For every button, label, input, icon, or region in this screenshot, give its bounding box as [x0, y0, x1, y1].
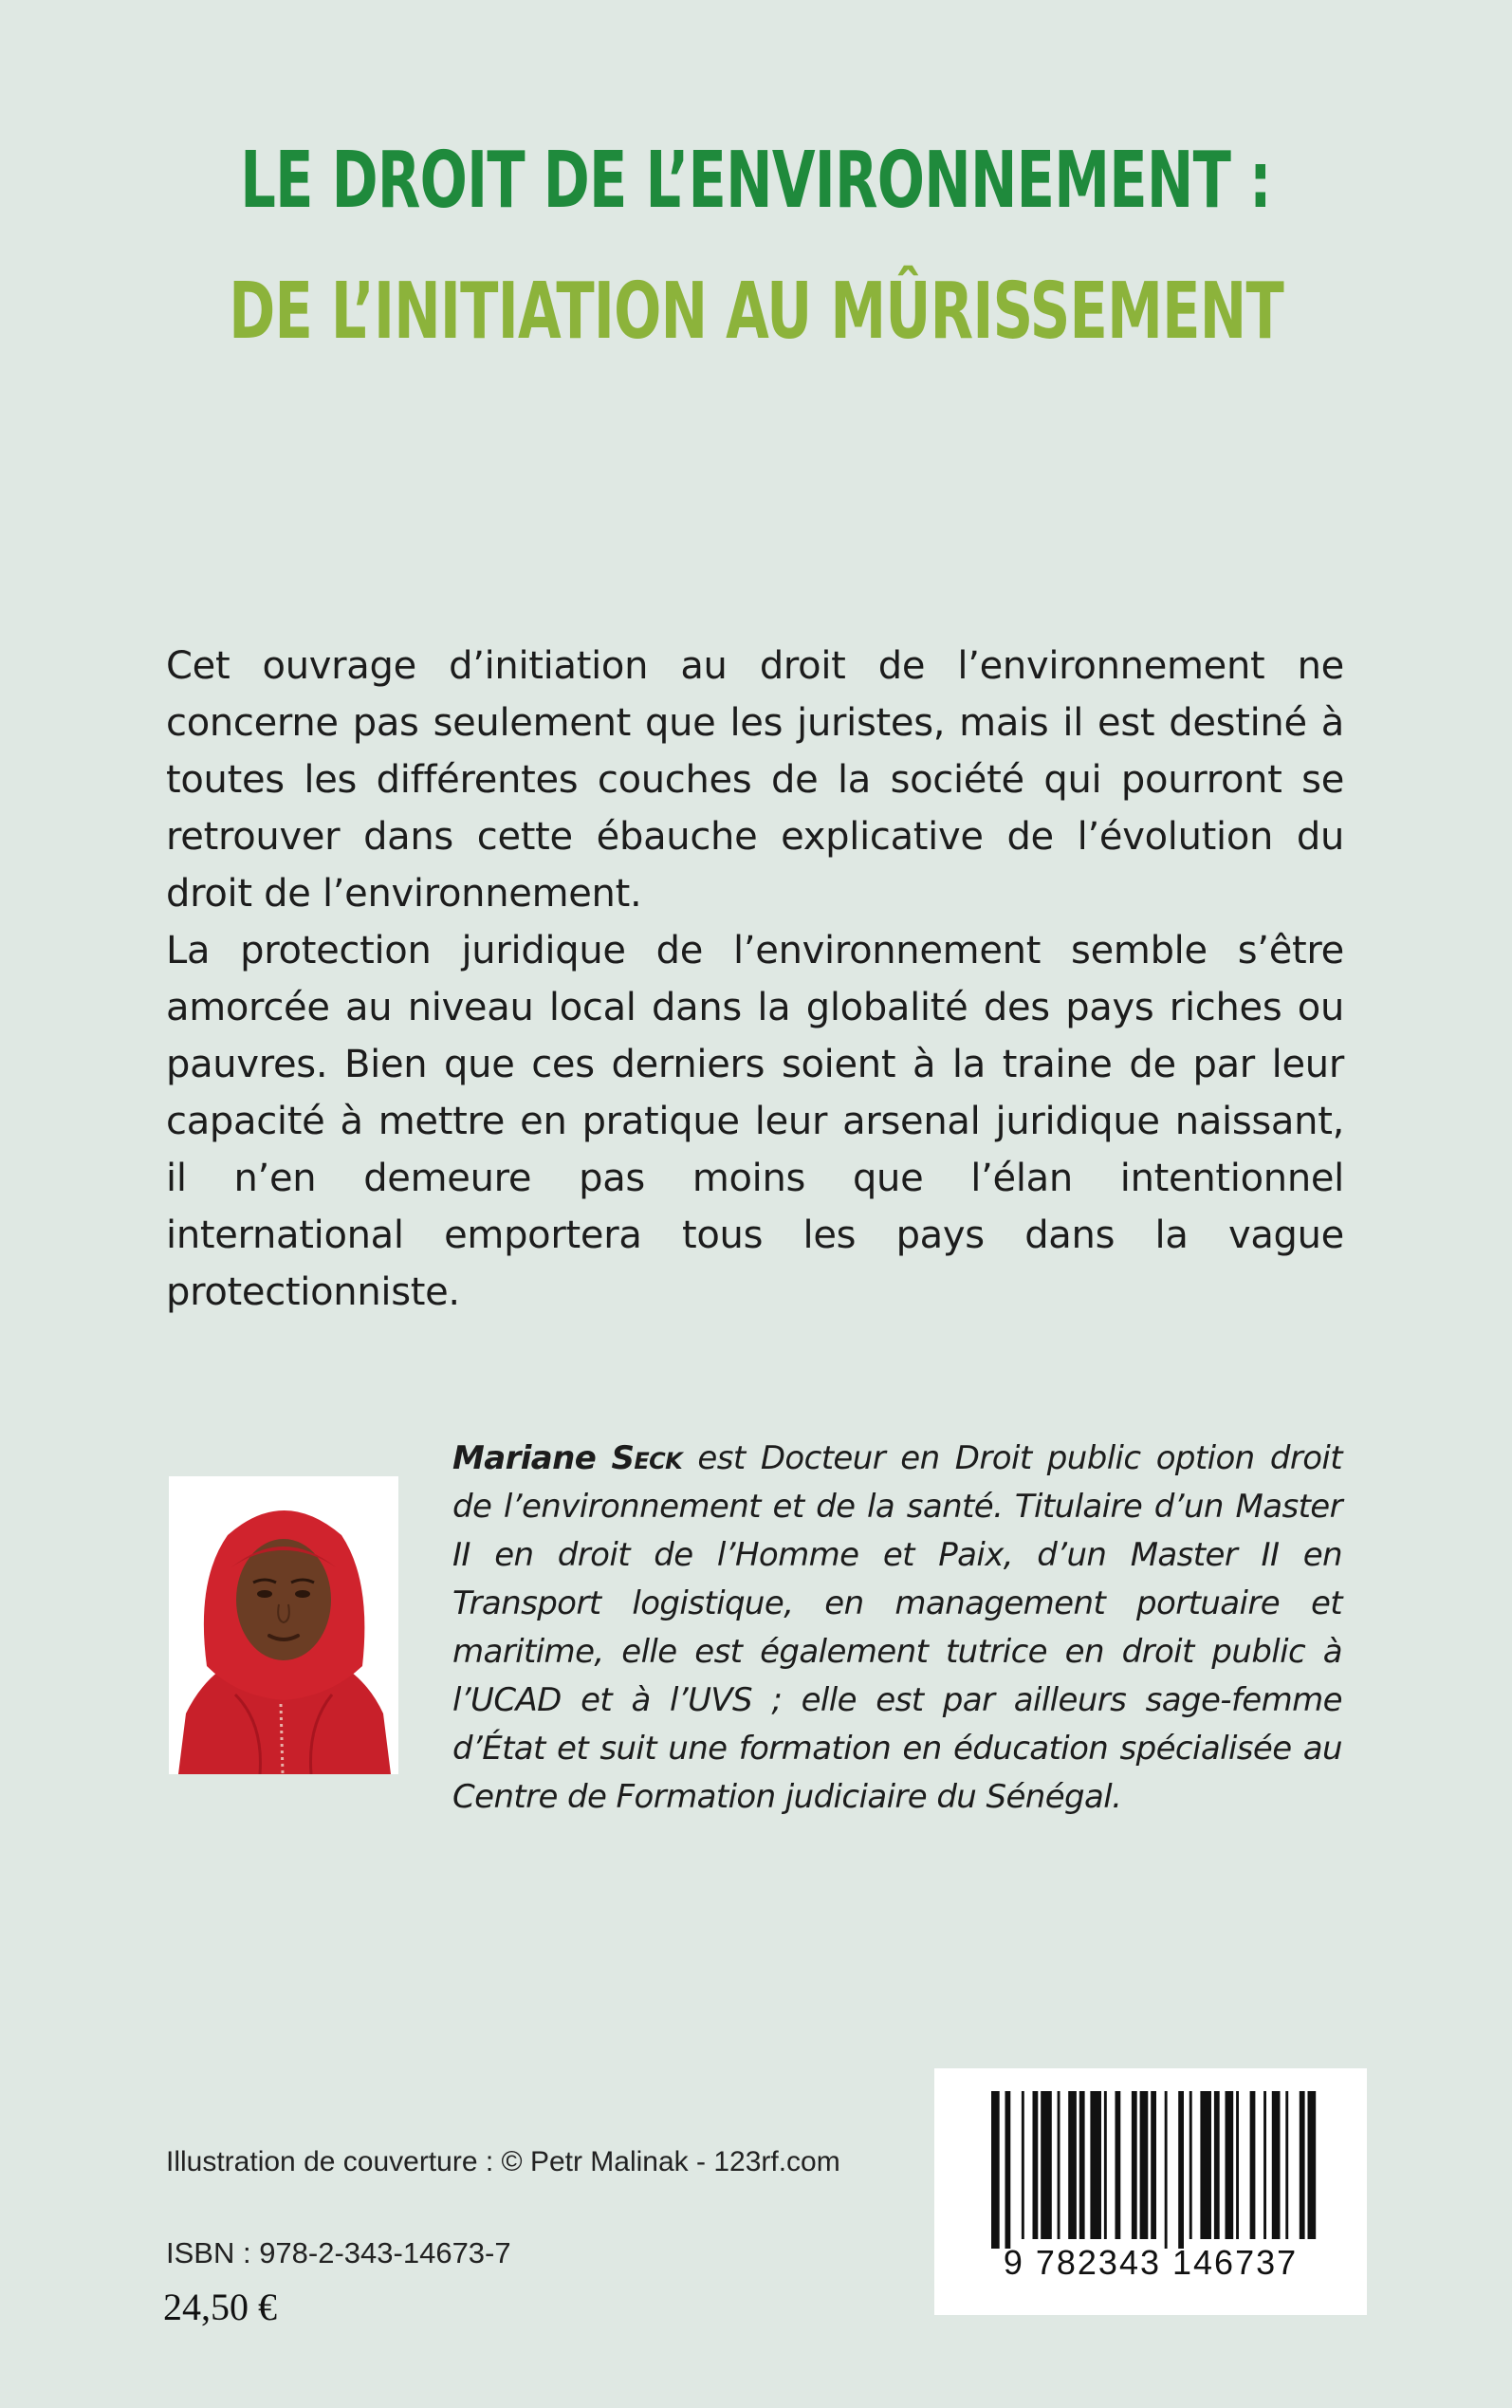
- barcode-panel: [934, 2068, 1367, 2315]
- barcode-bar: [1151, 2091, 1156, 2239]
- barcode-bar: [1285, 2091, 1288, 2239]
- barcode-bar: [1022, 2091, 1024, 2239]
- barcode-bar: [991, 2091, 1000, 2249]
- barcode-bar: [1090, 2091, 1101, 2239]
- back-cover-blurb: [166, 638, 1344, 1321]
- price: 24,50 €: [163, 2286, 277, 2328]
- author-surname: Seck: [611, 1439, 683, 1477]
- barcode-bars: [934, 2068, 1367, 2249]
- barcode-bar: [1189, 2091, 1192, 2239]
- title-line-2: [0, 267, 1512, 357]
- barcode-bar: [1308, 2091, 1317, 2239]
- blurb-paragraph-1: Cet ouvrage d’initiation au droit de l’environnement ne concerne pas seulement que les juristes, mais il est destiné à toutes les différentes couches de la société qui pourront se retrouver dans cette ébauche explicative de l’évolution du droit de l’environnement.: [166, 644, 1344, 916]
- barcode-bar: [1250, 2091, 1256, 2239]
- barcode-bar: [1178, 2091, 1184, 2249]
- author-bio: [452, 1435, 1342, 1822]
- barcode-digits: 9 782343 146737: [1003, 2243, 1299, 2282]
- barcode-bar: [1140, 2091, 1149, 2239]
- barcode-bar: [1116, 2091, 1121, 2239]
- author-bio-text: est Docteur en Droit public option droit de l’environnement et de la santé. Titulaire d’un Master II en droit de l’Homme et Paix, d’un Master II en Transport logistique, en management portuaire et maritime, elle est également tutrice en droit public à l’UCAD et à l’UVS ; elle est par ailleurs sage-femme d’État et suit une formation en éducation spécialisée au Centre de Formation judiciaire du Sénégal.: [452, 1439, 1343, 1816]
- author-photo: [169, 1476, 398, 1774]
- barcode-bar: [1263, 2091, 1266, 2239]
- author-portrait-illustration: [169, 1476, 398, 1774]
- barcode-bar: [1200, 2091, 1211, 2239]
- barcode-bar: [1236, 2091, 1239, 2239]
- barcode-bar: [1079, 2091, 1085, 2239]
- cover-illustration-credit: Illustration de couverture : © Petr Malinak - 123rf.com: [166, 2146, 840, 2177]
- barcode-bar: [1226, 2091, 1234, 2239]
- barcode-bar: [1058, 2091, 1060, 2239]
- title-line-1: [0, 136, 1512, 226]
- barcode-bar: [1068, 2091, 1077, 2239]
- barcode-bar: [1041, 2091, 1052, 2239]
- author-first-name: Mariane: [452, 1439, 597, 1477]
- barcode-bar: [1132, 2091, 1137, 2239]
- title-line-1-text: LE DROIT DE L’ENVIRONNEMENT :: [240, 136, 1272, 226]
- barcode-bar: [1104, 2091, 1107, 2239]
- barcode-bar: [1165, 2091, 1168, 2249]
- blurb-paragraph-2: La protection juridique de l’environnement semble s’être amorcée au niveau local dans la globalité des pays riches ou pauvres. Bien que ces derniers soient à la traine de par leur capacité à mettre en pratique leur arsenal juridique naissant, il n’en demeure pas moins que l’élan intentionnel international emportera tous les pays dans la vague protectionniste.: [166, 929, 1344, 1314]
- isbn-label: ISBN : 978-2-343-14673-7: [166, 2236, 511, 2269]
- barcode-bar: [1272, 2091, 1281, 2239]
- barcode-bar: [1005, 2091, 1011, 2249]
- title-line-2-text: DE L’INITIATION AU MÛRISSEMENT: [229, 267, 1283, 357]
- barcode-bar: [1214, 2091, 1220, 2239]
- barcode-bar: [1300, 2091, 1305, 2239]
- barcode-bar: [1033, 2091, 1039, 2239]
